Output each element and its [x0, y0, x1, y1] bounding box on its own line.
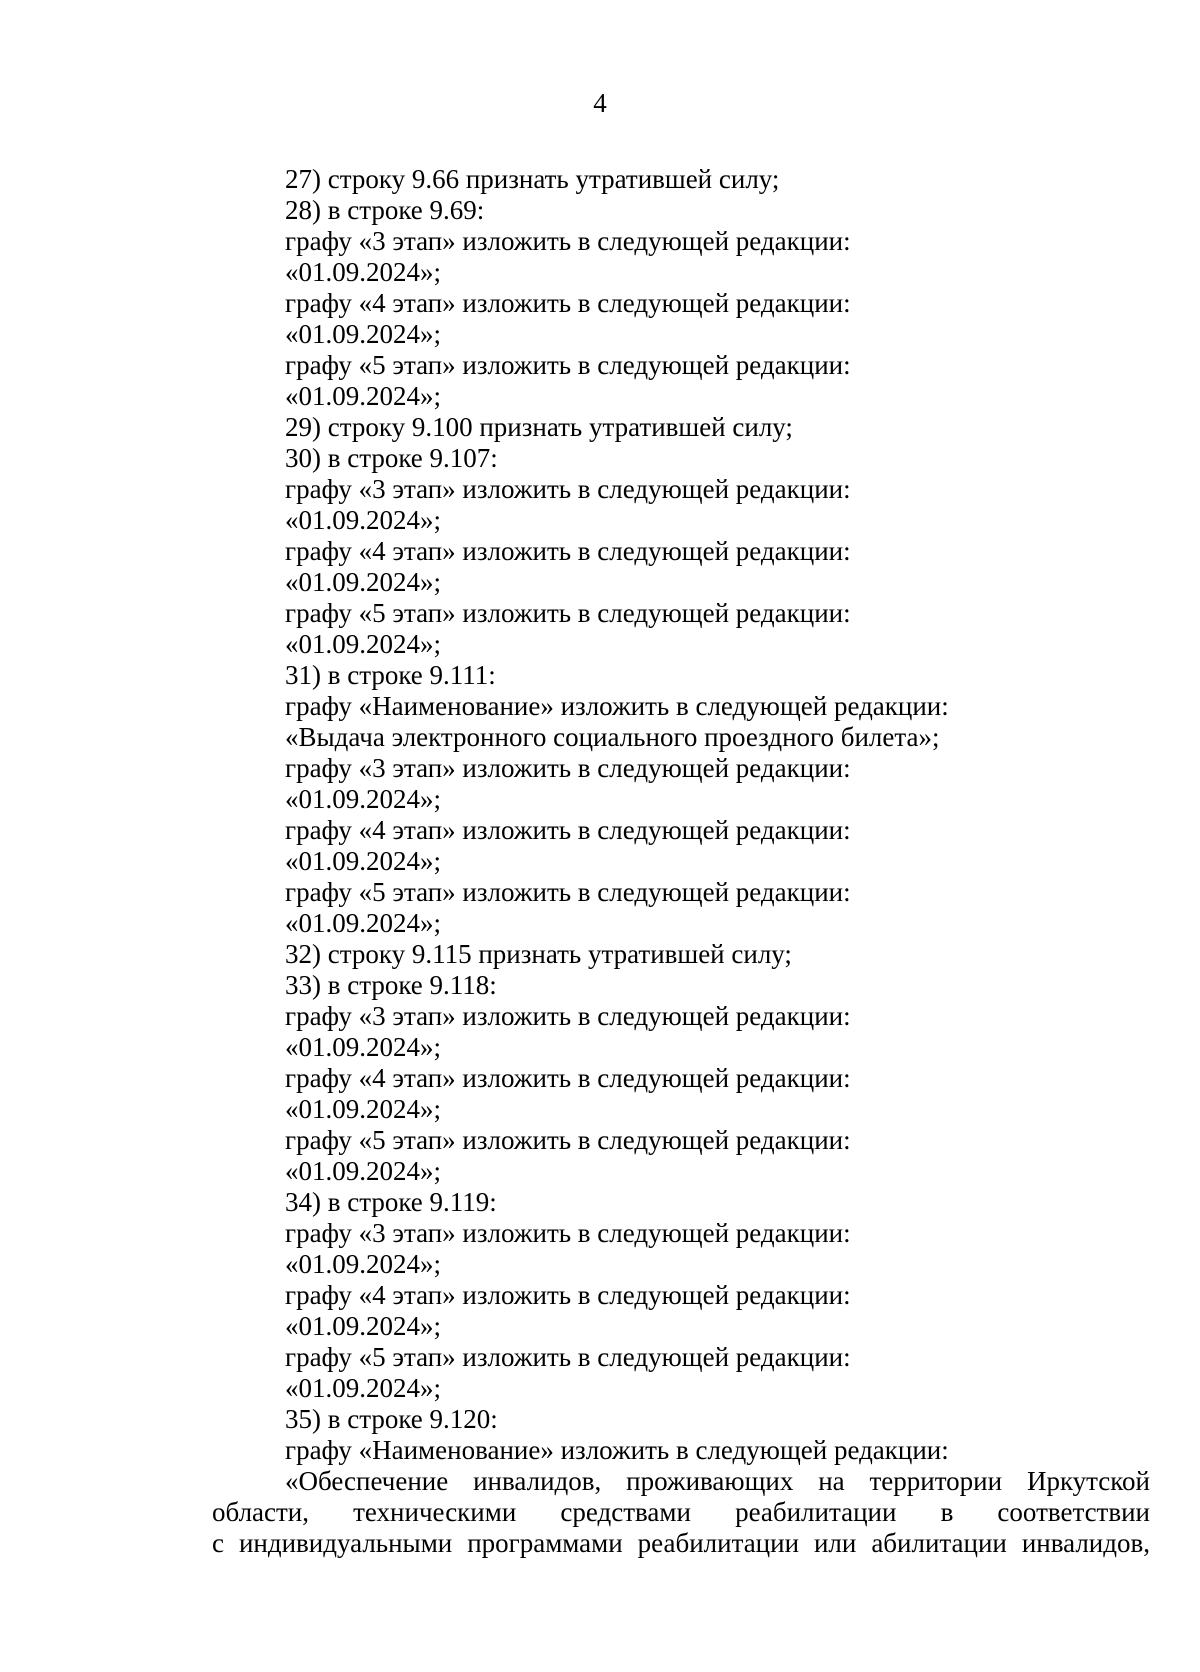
text-line: графу «3 этап» изложить в следующей редакции: — [285, 226, 851, 256]
paragraph-line: с индивидуальными программами реабилитации или абилитации инвалидов, — [212, 1528, 1150, 1558]
text-line: графу «Наименование» изложить в следующей редакции: — [285, 691, 949, 721]
text-line: «01.09.2024»; — [285, 505, 442, 535]
text-line: «01.09.2024»; — [285, 908, 442, 938]
text-line: «01.09.2024»; — [285, 1311, 442, 1341]
text-line: графу «5 этап» изложить в следующей редакции: — [285, 877, 851, 907]
text-line: 34) в строке 9.119: — [285, 1187, 497, 1217]
text-line: 32) строку 9.115 признать утратившей силу; — [285, 939, 792, 969]
text-line: «01.09.2024»; — [285, 1094, 442, 1124]
text-line: «01.09.2024»; — [285, 381, 442, 411]
text-line: графу «4 этап» изложить в следующей редакции: — [285, 1280, 851, 1310]
text-line: «01.09.2024»; — [285, 1373, 442, 1403]
text-line: «01.09.2024»; — [285, 567, 442, 597]
text-line: 29) строку 9.100 признать утратившей силу; — [285, 412, 793, 442]
text-line: графу «4 этап» изложить в следующей редакции: — [285, 288, 851, 318]
paragraph-line: «Обеспечение инвалидов, проживающих на территории Иркутской — [285, 1466, 1150, 1496]
text-line: графу «4 этап» изложить в следующей редакции: — [285, 1063, 851, 1093]
text-line: 28) в строке 9.69: — [285, 195, 485, 225]
text-line: 35) в строке 9.120: — [285, 1404, 498, 1434]
text-line: графу «3 этап» изложить в следующей редакции: — [285, 1001, 851, 1031]
text-line: «01.09.2024»; — [285, 257, 442, 287]
text-line: графу «3 этап» изложить в следующей редакции: — [285, 1218, 851, 1248]
text-line: графу «4 этап» изложить в следующей редакции: — [285, 536, 851, 566]
text-line: «01.09.2024»; — [285, 629, 442, 659]
document-body — [212, 164, 1150, 1559]
text-line: «01.09.2024»; — [285, 1156, 442, 1186]
text-line: графу «3 этап» изложить в следующей редакции: — [285, 474, 851, 504]
text-line: «Выдача электронного социального проездного билета»; — [285, 722, 940, 752]
text-line: «01.09.2024»; — [285, 784, 442, 814]
text-line: «01.09.2024»; — [285, 846, 442, 876]
text-line: «01.09.2024»; — [285, 319, 442, 349]
paragraph-line: области, техническими средствами реабилитации в соответствии — [212, 1497, 1150, 1527]
text-line: графу «5 этап» изложить в следующей редакции: — [285, 598, 851, 628]
text-line: «01.09.2024»; — [285, 1032, 442, 1062]
text-line: графу «5 этап» изложить в следующей редакции: — [285, 1342, 851, 1372]
text-line: 30) в строке 9.107: — [285, 443, 498, 473]
text-line: графу «5 этап» изложить в следующей редакции: — [285, 350, 851, 380]
text-line: графу «4 этап» изложить в следующей редакции: — [285, 815, 851, 845]
text-line: «01.09.2024»; — [285, 1249, 442, 1279]
text-line: 33) в строке 9.118: — [285, 970, 497, 1000]
page-number: 4 — [593, 88, 607, 118]
text-line: графу «5 этап» изложить в следующей редакции: — [285, 1125, 851, 1155]
text-line: графу «3 этап» изложить в следующей редакции: — [285, 753, 851, 783]
text-line: 27) строку 9.66 признать утратившей силу; — [285, 164, 780, 194]
text-line: 31) в строке 9.111: — [285, 660, 496, 690]
text-line: графу «Наименование» изложить в следующей редакции: — [285, 1435, 949, 1465]
